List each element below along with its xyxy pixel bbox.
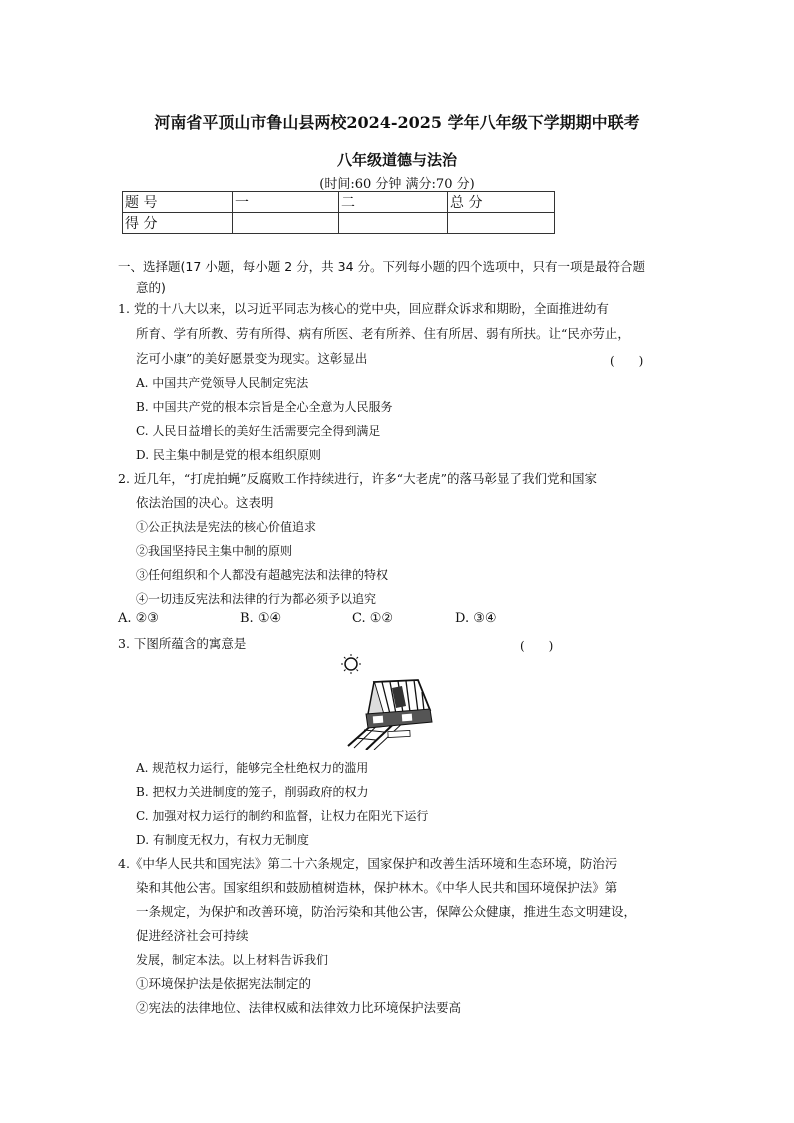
q1-stem: 所育、学有所教、劳有所得、病有所医、老有所养、住有所居、弱有所扶。让“民亦劳止， [136,326,630,341]
q4-stem: 发展，制定本法。以上材料告诉我们 [136,953,329,967]
q4-statement-2: ②宪法的法律地位、法律权威和法律效力比环境保护法要高 [136,1000,462,1015]
q1-option-c: C. 人民日益增长的美好生活需要完全得到满足 [136,424,381,438]
q4-stem: 促进经济社会可持续 [136,928,249,943]
q2-stem: 2. 近几年，“打虎拍蝇”反腐败工作持续进行，许多“大老虎”的落马彰显了我们党和国家 [118,471,597,486]
q3-stem: 3. 下图所蕴含的寓意是 [118,636,247,651]
q2-option-c: C. ①② [352,611,394,626]
q3-option-a: A. 规范权力运行，能够完全杜绝权力的滥用 [136,761,369,775]
q3-option-c: C. 加强对权力运行的制约和监督，让权力在阳光下运行 [136,809,429,823]
q4-stem: 一条规定，为保护和改善环境，防治污染和其他公害，保障公众健康，推进生态文明建设， [136,904,637,919]
q2-statement-4: ④一切违反宪法和法律的行为都必须予以追究 [136,592,377,606]
score-table-header-row [123,192,555,213]
exam-title: 河南省平顶山市鲁山县两校2024-2025 学年八年级下学期期中联考 [154,113,640,132]
subject-title: 八年级道德与法治 [336,151,457,169]
q1-answer-blank: ( ) [610,354,644,368]
q3-option-d: D. 有制度无权力，有权力无制度 [136,833,309,847]
section-heading: 一、选择题(17 小题，每小题 2 分，共 34 分。下列每小题的四个选项中，只有一项是最符合题 [118,259,646,274]
q2-statement-1: ①公正执法是宪法的核心价值追求 [136,520,317,534]
score-table-cell: 总 分 [448,192,555,213]
cage-on-rails-illustration [326,652,434,750]
q1-stem: 汔可小康”的美好愿景变为现实。这彰显出 [136,351,368,366]
score-table-cell: 二 [339,192,448,213]
q4-statement-1: ①环境保护法是依据宪法制定的 [136,976,312,991]
score-input-cell [339,213,448,234]
q3-answer-blank: ( ) [520,639,554,653]
score-input-cell [448,213,555,234]
q2-option-a: A. ②③ [118,611,159,626]
q1-option-d: D. 民主集中制是党的根本组织原则 [136,448,321,462]
sun-icon [341,654,361,674]
section-heading-cont: 意的) [136,280,166,295]
q1-option-a: A. 中国共产党领导人民制定宪法 [136,376,309,390]
score-table-score-row [123,213,555,234]
exam-info: (时间:60 分钟 满分:70 分) [319,177,475,192]
q2-statement-2: ②我国坚持民主集中制的原则 [136,544,293,558]
q2-option-d: D. ③④ [455,611,497,626]
cage-icon [366,680,432,738]
q2-option-b: B. ①④ [240,611,282,626]
q2-statement-3: ③任何组织和个人都没有超越宪法和法律的特权 [136,568,389,582]
score-table-cell: 题 号 [123,192,233,213]
score-table [122,191,555,234]
q1-option-b: B. 中国共产党的根本宗旨是全心全意为人民服务 [136,400,393,414]
score-input-cell [233,213,339,234]
q1-stem: 1. 党的十八大以来，以习近平同志为核心的党中央，回应群众诉求和期盼，全面推进幼有 [118,301,609,316]
score-table-cell: 一 [233,192,339,213]
score-table-cell: 得 分 [123,213,233,234]
q4-stem: 染和其他公害。国家组织和鼓励植树造林，保护林木。《中华人民共和国环境保护法》第 [136,880,618,895]
q4-stem: 4.《中华人民共和国宪法》第二十六条规定，国家保护和改善生活环境和生态环境，防治污 [118,856,618,871]
q3-option-b: B. 把权力关进制度的笼子，削弱政府的权力 [136,785,369,799]
q2-stem: 依法治国的决心。这表明 [136,495,274,510]
